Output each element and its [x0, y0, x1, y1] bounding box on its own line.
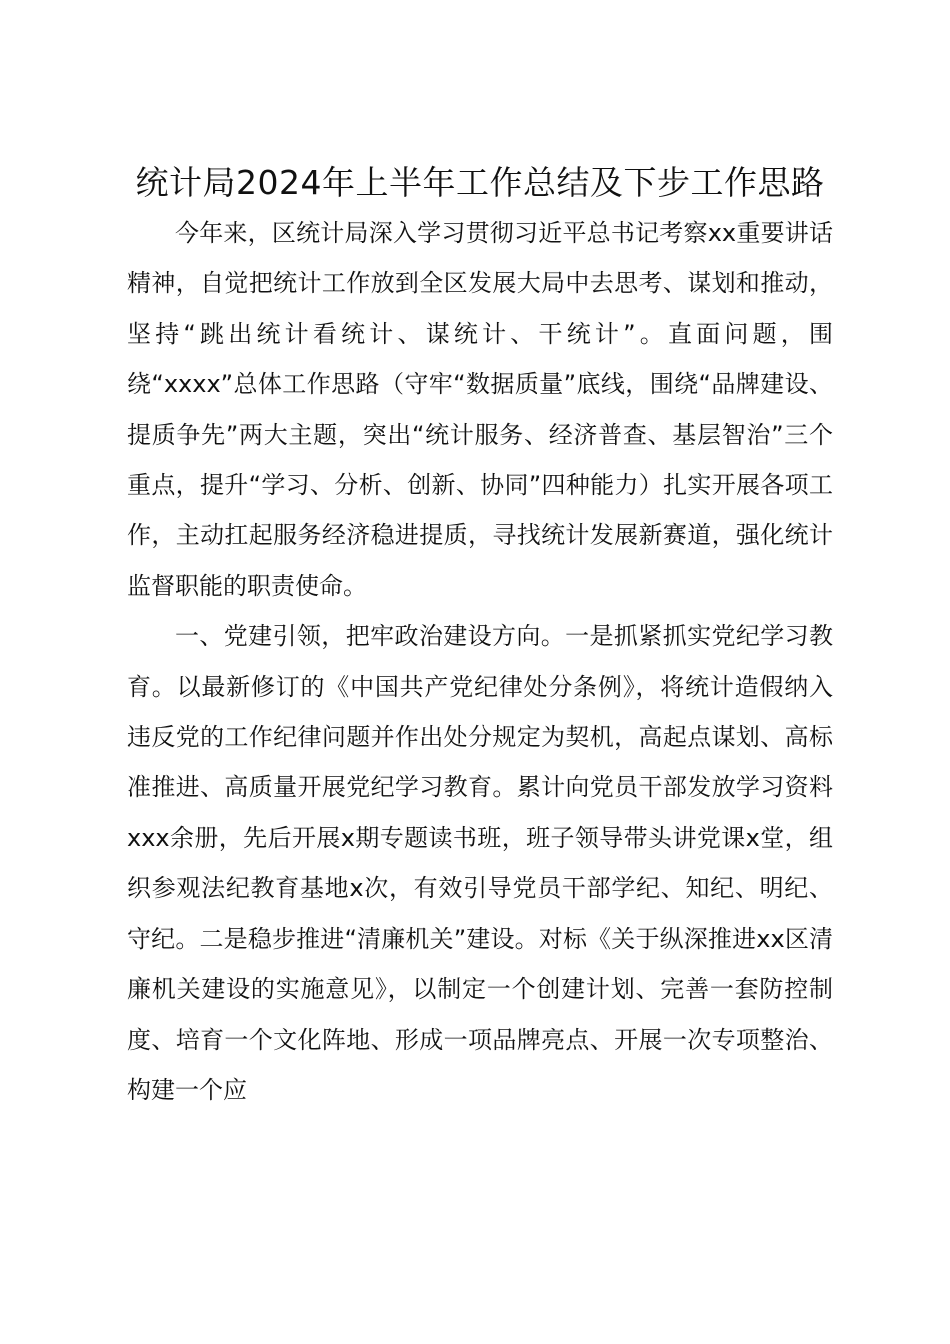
document-title: 统计局2024年上半年工作总结及下步工作思路 [135, 163, 825, 202]
intro-paragraph: 今年来，区统计局深入学习贯彻习近平总书记考察xx重要讲话精神，自觉把统计工作放到全区发展大局中去思考、谋划和推动，坚持“跳出统计看统计、谋统计、干统计”。直面问题，围绕“xxxx”总体工作思路（守牢“数据质量”底线，围绕“品牌建设、提质争先”两大主题，突出“统计服务、经济普查、基层智治”三个重点，提升“学习、分析、创新、协同”四种能力）扎实开展各项工作，主动扛起服务经济稳进提质，寻找统计发展新赛道，强化统计监督职能的职责使命。 [127, 219, 833, 600]
document-body [127, 160, 833, 1115]
section-one-paragraph: 一、党建引领，把牢政治建设方向。一是抓紧抓实党纪学习教育。以最新修订的《中国共产党纪律处分条例》，将统计造假纳入违反党的工作纪律问题并作出处分规定为契机，高起点谋划、高标准推进、高质量开展党纪学习教育。累计向党员干部发放学习资料xxx余册，先后开展x期专题读书班，班子领导带头讲党课x堂，组织参观法纪教育基地x次，有效引导党员干部学纪、知纪、明纪、守纪。二是稳步推进“清廉机关”建设。对标《关于纵深推进xx区清廉机关建设的实施意见》，以制定一个创建计划、完善一套防控制度、培育一个文化阵地、形成一项品牌亮点、开展一次专项整治、构建一个应 [127, 622, 833, 1104]
